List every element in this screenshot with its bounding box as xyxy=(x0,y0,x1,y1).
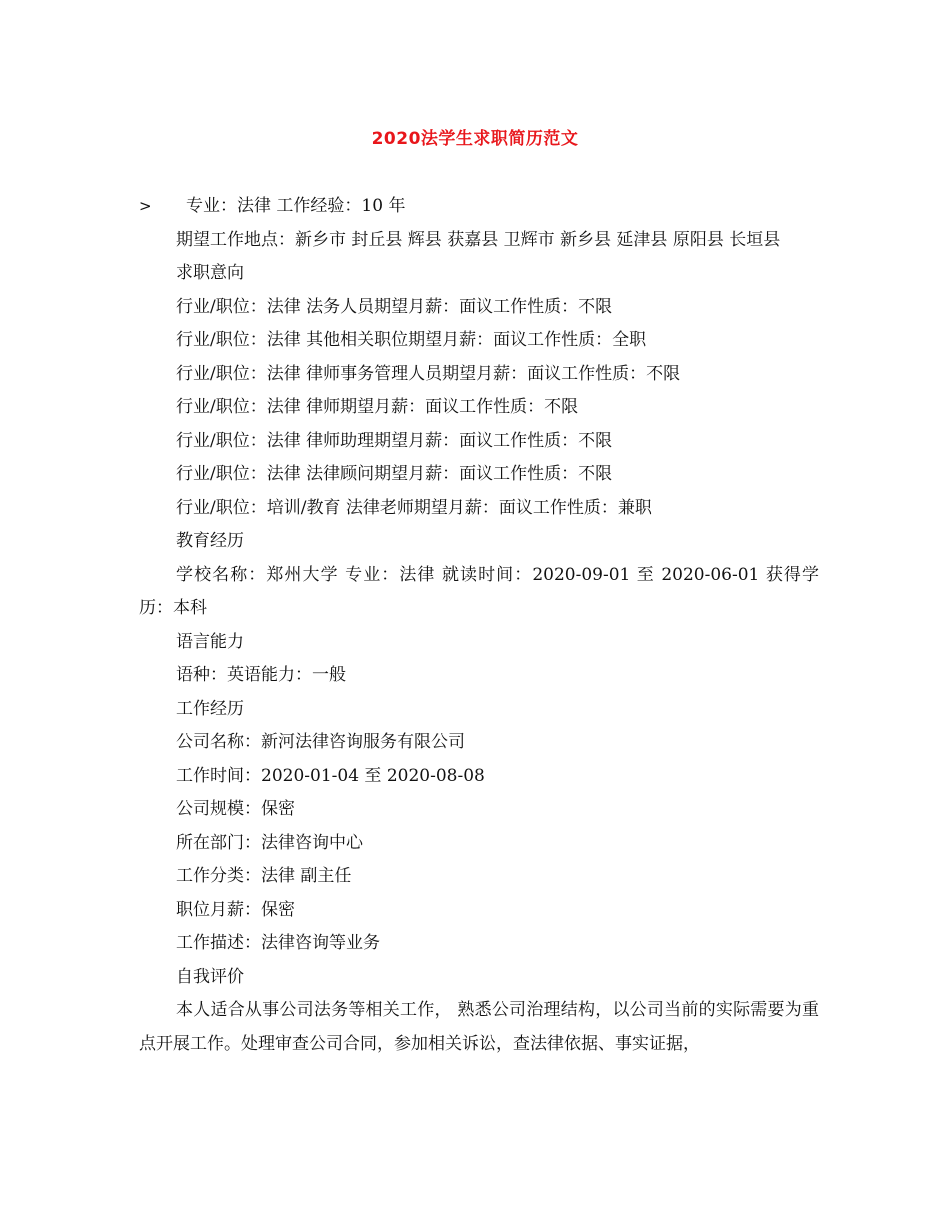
intent-item: 行业/职位：培训/教育 法律老师期望月薪：面议工作性质：兼职 xyxy=(176,497,652,518)
section-heading-self-evaluation: 自我评价 xyxy=(176,966,244,987)
work-item: 所在部门：法律咨询中心 xyxy=(176,832,363,853)
work-item: 工作分类：法律 副主任 xyxy=(176,866,352,886)
education-paragraph: 学校名称：郑州大学 专业：法律 就读时间：2020-09-01 至 2020-06-01 获得学历：本科 xyxy=(139,564,819,618)
work-item: 职位月薪：保密 xyxy=(176,899,295,920)
summary-text: 专业：法律 工作经验：10 年 xyxy=(186,196,406,216)
intent-item: 行业/职位：法律 律师事务管理人员期望月薪：面议工作性质：不限 xyxy=(176,363,681,384)
section-heading-intent: 求职意向 xyxy=(176,263,244,283)
intent-item: 行业/职位：法律 法务人员期望月薪：面议工作性质：不限 xyxy=(176,296,613,317)
expected-location-paragraph: 期望工作地点：新乡市 封丘县 辉县 获嘉县 卫辉市 新乡县 延津县 原阳县 长垣县 xyxy=(176,229,781,250)
summary-line xyxy=(139,190,819,224)
intent-item: 行业/职位：法律 律师助理期望月薪：面议工作性质：不限 xyxy=(176,430,613,451)
self-evaluation-paragraph: 本人适合从事公司法务等相关工作， 熟悉公司治理结构，以公司当前的实际需要为重点开展工作。处理审查公司合同，参加相关诉讼，查法律依据、事实证据， xyxy=(139,1000,819,1054)
intent-item: 行业/职位：法律 其他相关职位期望月薪：面议工作性质：全职 xyxy=(176,330,647,350)
language-item: 语种：英语能力：一般 xyxy=(176,665,346,685)
resume-body xyxy=(139,190,819,1061)
work-item: 工作描述：法律咨询等业务 xyxy=(176,933,380,953)
work-item: 工作时间：2020-01-04 至 2020-08-08 xyxy=(176,765,485,786)
work-item: 公司名称：新河法律咨询服务有限公司 xyxy=(176,732,465,752)
document-title: 2020法学生求职简历范文 xyxy=(371,129,579,149)
section-heading-work: 工作经历 xyxy=(176,698,244,719)
work-item: 公司规模：保密 xyxy=(176,799,295,819)
section-heading-education: 教育经历 xyxy=(176,531,244,551)
intent-item: 行业/职位：法律 律师期望月薪：面议工作性质：不限 xyxy=(176,397,579,417)
section-heading-language: 语言能力 xyxy=(176,631,244,652)
intent-item: 行业/职位：法律 法律顾问期望月薪：面议工作性质：不限 xyxy=(176,464,613,484)
bullet-arrow-icon: > xyxy=(139,197,152,215)
